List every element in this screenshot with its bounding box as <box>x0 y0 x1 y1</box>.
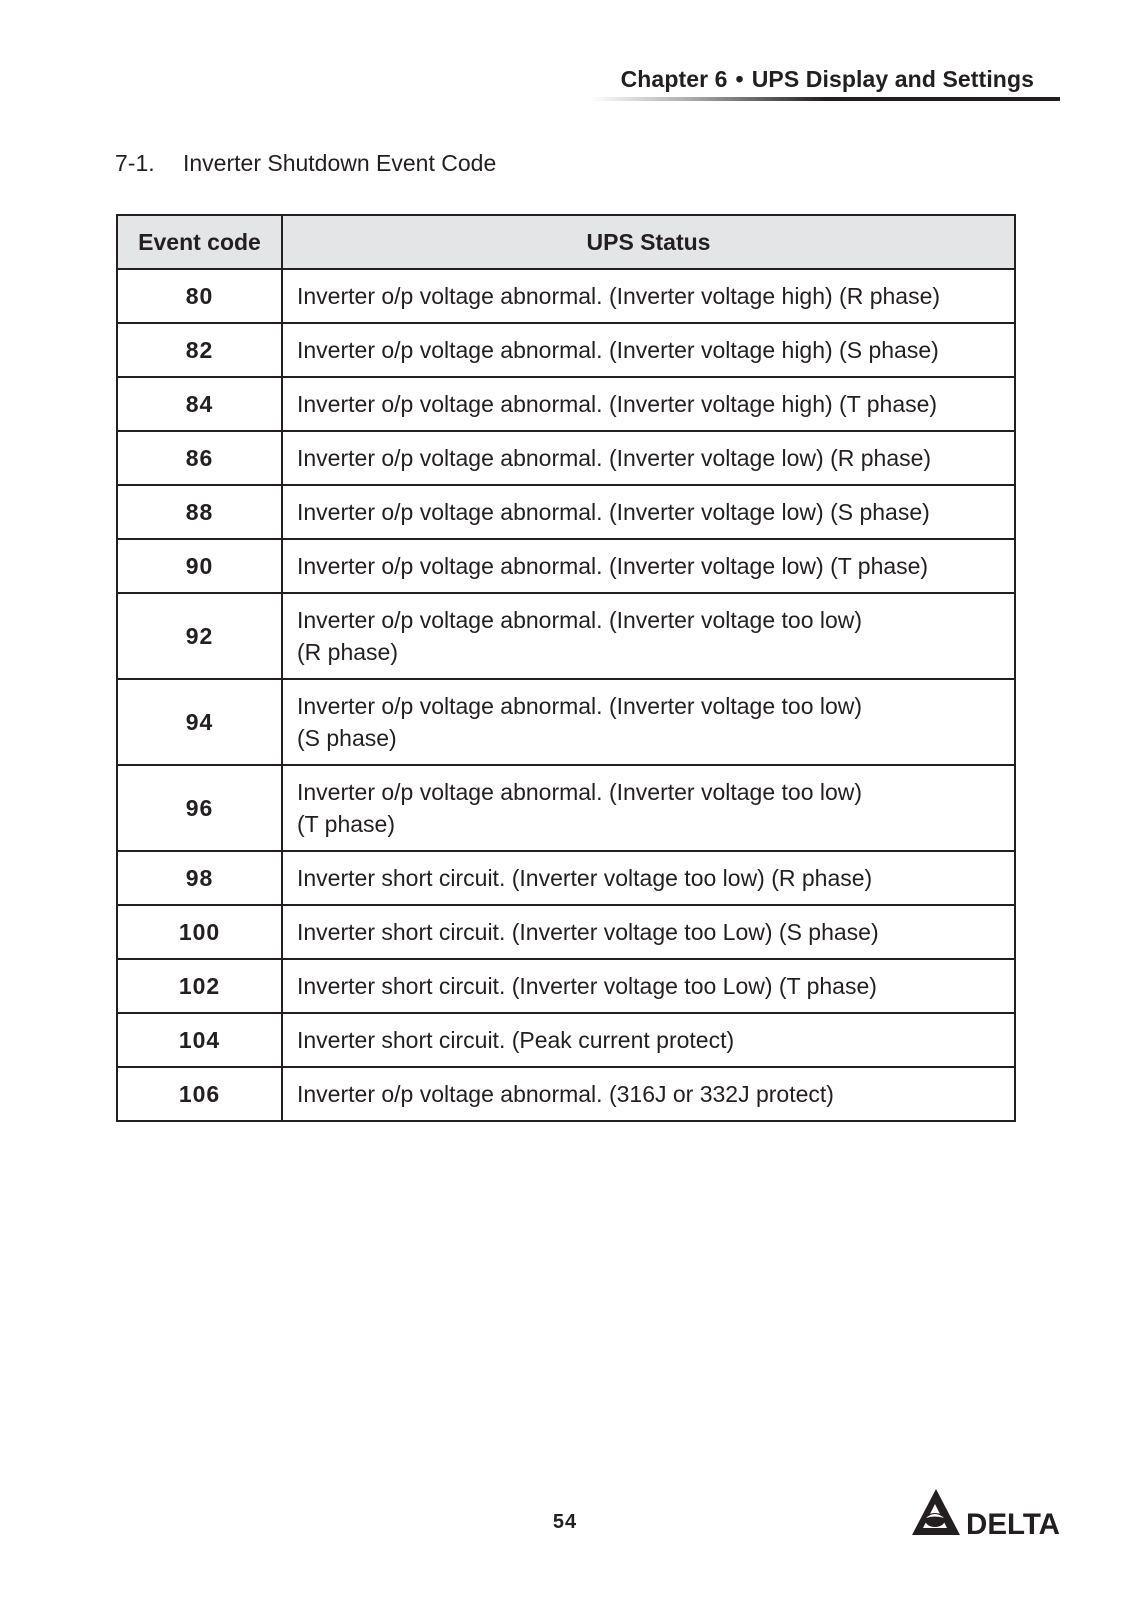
status-line: (T phase) <box>297 811 396 837</box>
status-line: Inverter o/p voltage abnormal. (Inverter voltage low) (R phase) <box>297 445 932 471</box>
table-row <box>117 851 1015 905</box>
status-line: Inverter o/p voltage abnormal. (Inverter voltage high) (R phase) <box>297 283 941 309</box>
ups-status-cell <box>282 539 1015 593</box>
ups-status-cell <box>282 1013 1015 1067</box>
event-code-cell: 104 <box>117 1013 282 1067</box>
event-code-cell: 80 <box>117 269 282 323</box>
event-code-cell: 102 <box>117 959 282 1013</box>
ups-status-cell <box>282 679 1015 765</box>
status-line: Inverter o/p voltage abnormal. (Inverter voltage high) (S phase) <box>297 337 939 363</box>
page-number: 54 <box>552 1511 578 1533</box>
status-line: Inverter short circuit. (Inverter voltage too low) (R phase) <box>297 865 873 891</box>
status-line: Inverter o/p voltage abnormal. (Inverter voltage low) (S phase) <box>297 499 930 525</box>
table-row <box>117 485 1015 539</box>
status-line: Inverter short circuit. (Peak current protect) <box>297 1027 735 1053</box>
running-header <box>621 66 1034 93</box>
table-row <box>117 593 1015 679</box>
table-row <box>117 905 1015 959</box>
event-code-cell: 90 <box>117 539 282 593</box>
chapter-label: Chapter 6 <box>620 66 728 92</box>
ups-status-cell <box>282 377 1015 431</box>
column-header-ups-status: UPS Status <box>282 215 1015 269</box>
table-row <box>117 679 1015 765</box>
status-line: Inverter o/p voltage abnormal. (Inverter voltage too low) <box>297 607 863 633</box>
section-number: 7-1. <box>115 150 155 176</box>
header-rule <box>590 97 1060 101</box>
ups-status-cell <box>282 851 1015 905</box>
event-code-cell: 86 <box>117 431 282 485</box>
table-row <box>117 431 1015 485</box>
table-header-row <box>117 215 1015 269</box>
event-code-cell: 98 <box>117 851 282 905</box>
ups-status-cell <box>282 431 1015 485</box>
ups-status-cell <box>282 765 1015 851</box>
section-title: Inverter Shutdown Event Code <box>183 150 497 176</box>
status-line: Inverter o/p voltage abnormal. (Inverter voltage high) (T phase) <box>297 391 938 417</box>
table-row <box>117 1067 1015 1121</box>
table-row <box>117 377 1015 431</box>
status-line: Inverter short circuit. (Inverter voltage too Low) (T phase) <box>297 973 877 999</box>
table-row <box>117 269 1015 323</box>
status-line: Inverter o/p voltage abnormal. (Inverter voltage too low) <box>297 693 863 719</box>
header-separator: • <box>735 66 744 92</box>
event-code-table <box>116 214 1016 1122</box>
table-row <box>117 323 1015 377</box>
event-code-cell: 96 <box>117 765 282 851</box>
event-code-cell: 92 <box>117 593 282 679</box>
event-code-cell: 88 <box>117 485 282 539</box>
status-line: Inverter o/p voltage abnormal. (Inverter voltage low) (T phase) <box>297 553 929 579</box>
table-body <box>117 269 1015 1121</box>
ups-status-cell <box>282 1067 1015 1121</box>
event-code-cell: 82 <box>117 323 282 377</box>
status-line: Inverter short circuit. (Inverter voltage too Low) (S phase) <box>297 919 879 945</box>
ups-status-cell <box>282 485 1015 539</box>
table-row <box>117 959 1015 1013</box>
delta-logo <box>912 1488 1064 1538</box>
chapter-title: UPS Display and Settings <box>751 66 1034 92</box>
status-line: (S phase) <box>297 725 397 751</box>
table-row <box>117 1013 1015 1067</box>
status-line: Inverter o/p voltage abnormal. (Inverter voltage too low) <box>297 779 863 805</box>
event-code-cell: 100 <box>117 905 282 959</box>
delta-triangle-logo-icon <box>912 1489 960 1535</box>
ups-status-cell <box>282 593 1015 679</box>
status-line: (R phase) <box>297 639 398 665</box>
ups-status-cell <box>282 905 1015 959</box>
table-row <box>117 539 1015 593</box>
section-heading <box>115 150 496 177</box>
status-line: Inverter o/p voltage abnormal. (316J or 332J protect) <box>297 1081 834 1107</box>
ups-status-cell <box>282 959 1015 1013</box>
table-row <box>117 765 1015 851</box>
ups-status-cell <box>282 269 1015 323</box>
ups-status-cell <box>282 323 1015 377</box>
event-code-cell: 84 <box>117 377 282 431</box>
event-code-cell: 94 <box>117 679 282 765</box>
delta-logo-text: DELTA <box>966 1508 1060 1538</box>
column-header-event-code: Event code <box>117 215 282 269</box>
event-code-cell: 106 <box>117 1067 282 1121</box>
